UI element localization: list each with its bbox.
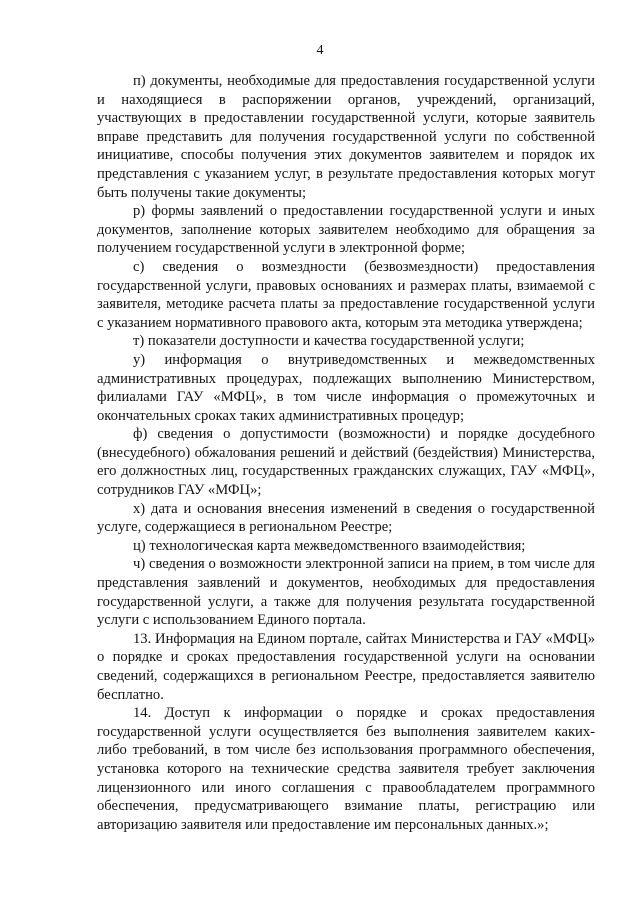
document-body (97, 72, 595, 834)
paragraph-s-fee-information: с) сведения о возмездности (безвозмездности) предоставления государственной услуги, правовых основаниях и размерах платы, взимаемой с заявителя, методике расчета платы за предоставление государственной услуги с указанием нормативного правового акта, которым эта методика утверждена; (97, 258, 595, 331)
paragraph-p-documents: п) документы, необходимые для предоставления государственной услуги и находящиеся в распоряжении органов, учреждений, организаций, участвующих в предоставлении государственной услуги, которые заявитель вправе представить для получения государственной услуги по собственной инициативе, способы получения этих документов заявителем и порядок их представления с указанием услуг, в результате предоставления которых могут быть получены такие документы; (97, 73, 595, 201)
paragraph-r-application-forms: р) формы заявлений о предоставлении государственной услуги и иных документов, заполнение которых заявителем необходимо для обращения за получением государственной услуги в электронной форме; (97, 203, 595, 257)
paragraph-kh-change-dates: х) дата и основания внесения изменений в сведения о государственной услуге, содержащиеся в региональном Реестре; (97, 500, 595, 536)
page-number: 4 (316, 43, 324, 58)
paragraph-f-appeal-procedure: ф) сведения о допустимости (возможности) и порядке досудебного (внесудебного) обжалования решений и действий (бездействия) Министерства, его должностных лиц, государственных гражданских служащих, ГАУ «МФЦ», сотрудников ГАУ «МФЦ»; (97, 426, 595, 499)
paragraph-t-quality-indicators: т) показатели доступности и качества государственной услуги; (133, 333, 525, 350)
paragraph-u-administrative-procedures: у) информация о внутриведомственных и межведомственных административных процедурах, подлежащих выполнению Министерством, филиалами ГАУ «МФЦ», в том числе информация о промежуточных и окончательных сроках таких административных процедур; (97, 351, 595, 424)
paragraph-14-access-to-information: 14. Доступ к информации о порядке и сроках предоставления государственной услуги осуществляется без выполнения заявителем каких-либо требований, в том числе без использования программного обеспечения, установка которого на технические средства заявителя требует заключения лицензионного или иного соглашения с правообладателем программного обеспечения, предусматривающего взимание платы, регистрацию или авторизацию заявителя или предоставление им персональных данных.»; (97, 705, 595, 833)
paragraph-ch-electronic-appointment: ч) сведения о возможности электронной записи на прием, в том числе для представления заявлений и документов, необходимых для предоставления государственной услуги, а также для получения результата государственной услуги с использованием Единого портала. (97, 556, 595, 629)
paragraph-ts-interaction-map: ц) технологическая карта межведомственного взаимодействия; (133, 537, 526, 554)
paragraph-13-free-information: 13. Информация на Едином портале, сайтах Министерства и ГАУ «МФЦ» о порядке и сроках предоставления государственной услуги на основании сведений, содержащихся в региональном Реестре, предоставляется заявителю бесплатно. (97, 630, 595, 703)
